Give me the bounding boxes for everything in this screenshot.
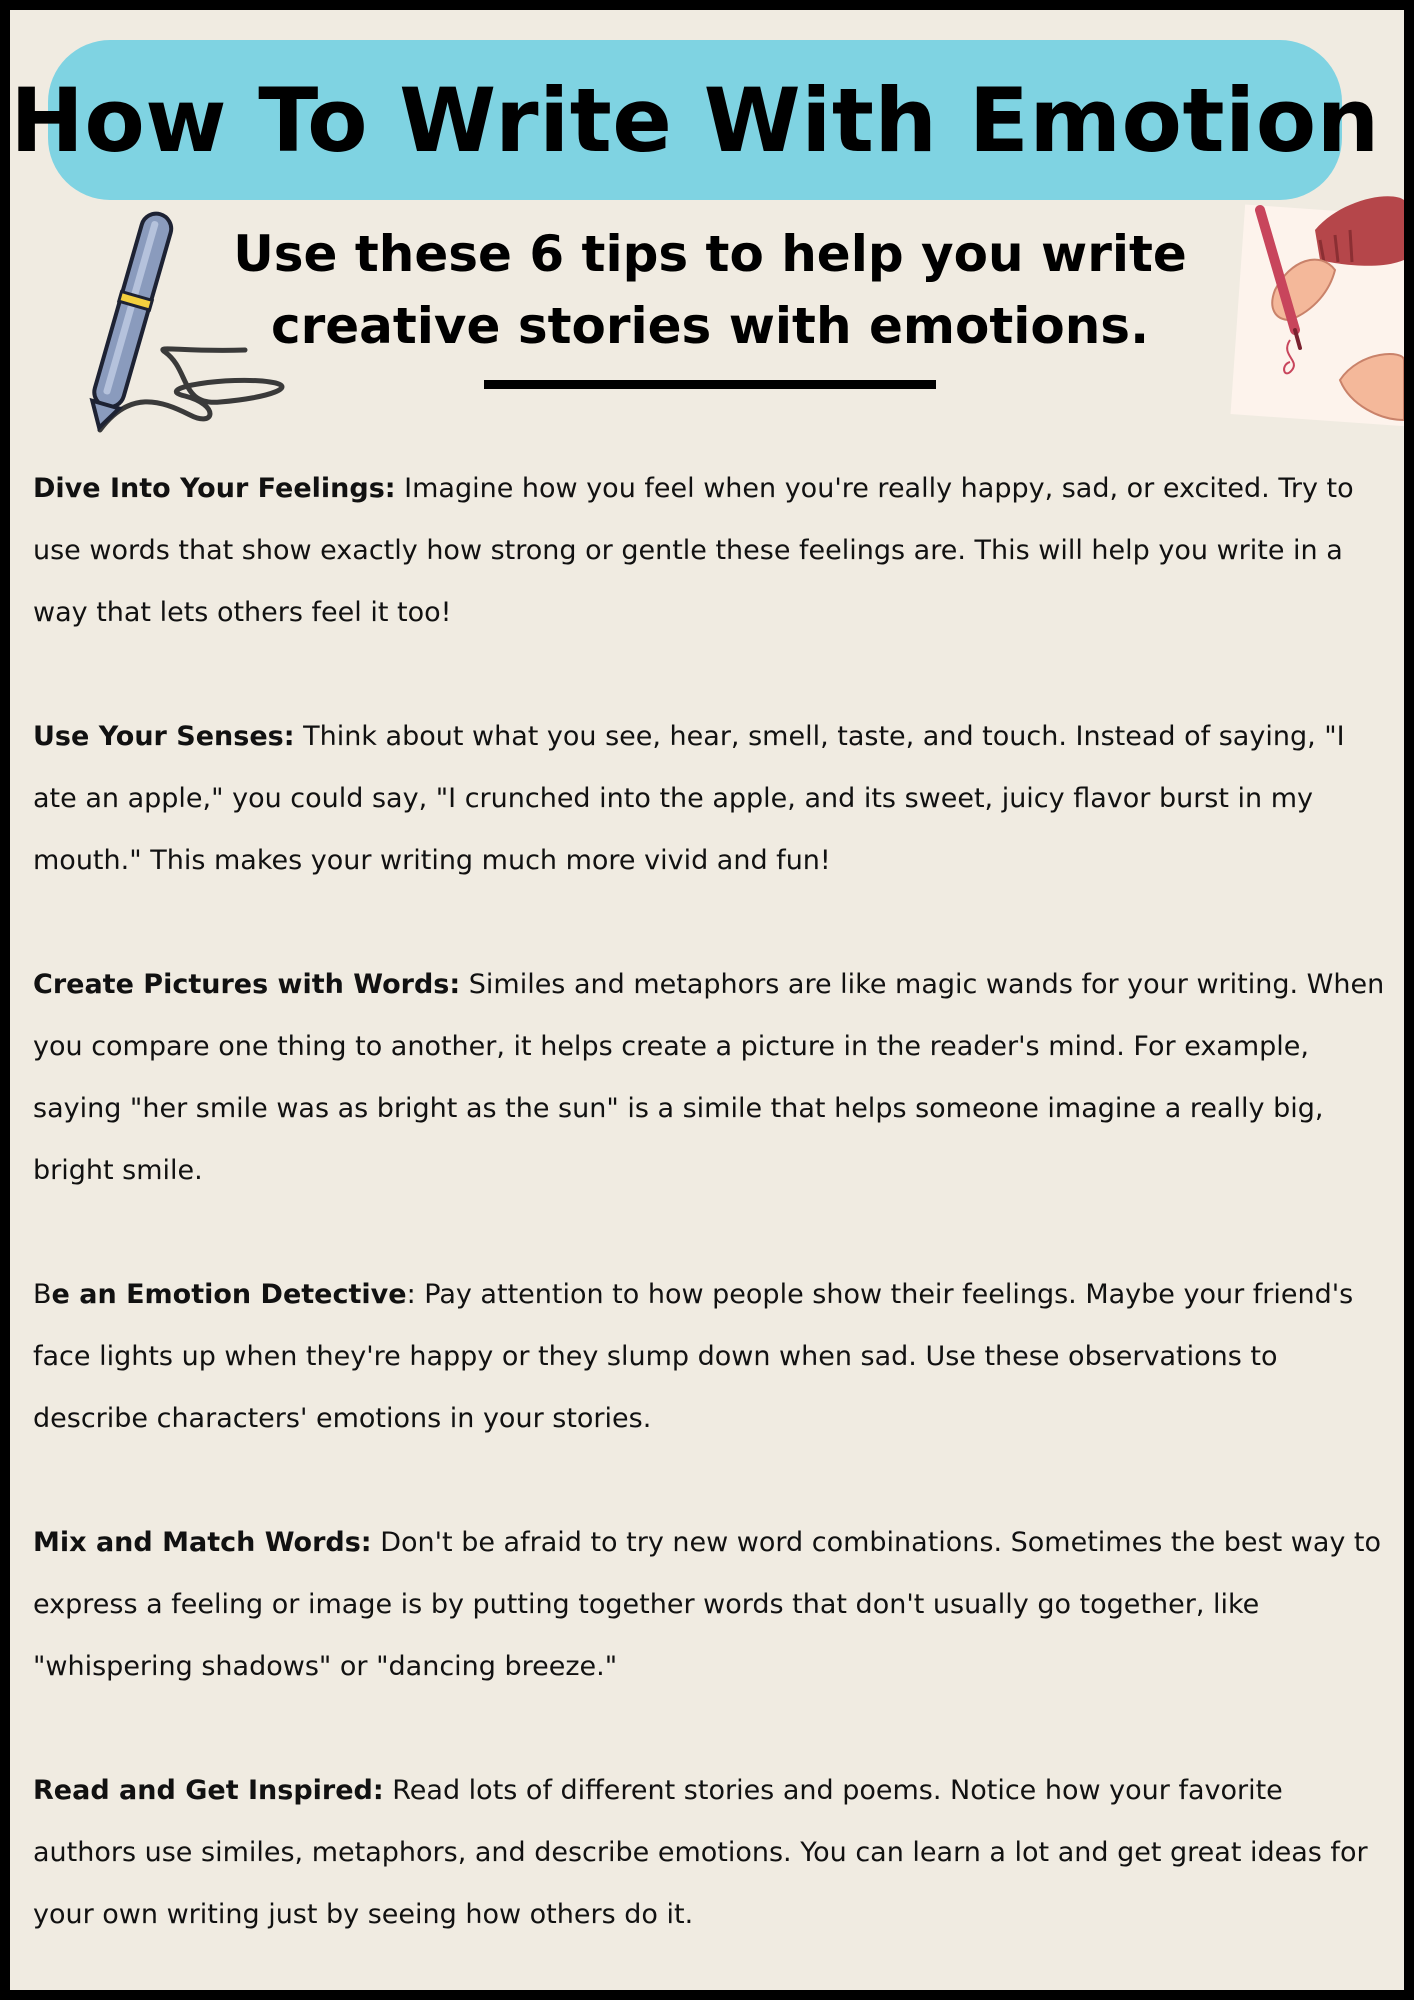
tip-text: Think about what you see, hear, smell, taste, and touch. Instead of saying, "I ate an apple," you could say, "I crunched into the apple, and its sweet, juicy flavor burst in my mouth." This makes your writing much more vivid and fun!: [33, 721, 1345, 876]
tip-read-and-inspired: [33, 1760, 1393, 1946]
tip-text: : Pay attention to how people show their feelings. Maybe your friend's face lights up when they're happy or they slump down when sad. Use these observations to describe characters' emotions in your stories.: [33, 1279, 1354, 1434]
tip-dive-into-feelings: [33, 458, 1393, 644]
tips-list: [33, 458, 1393, 1990]
title-banner: [10, 40, 1380, 200]
page-title: How To Write With Emotion: [10, 68, 1380, 172]
page-subtitle: Use these 6 tips to help you write creative stories with emotions.: [233, 225, 1187, 355]
tip-create-pictures: [33, 954, 1393, 1202]
tip-heading: Dive Into Your Feelings:: [33, 473, 396, 504]
tip-lead-letter: B: [33, 1279, 52, 1310]
tip-text: Read lots of different stories and poems. Notice how your favorite authors use similes, metaphors, and describe emotions. You can learn a lot and get great ideas for your own writing just by seeing how others do it.: [33, 1775, 1368, 1930]
tip-mix-and-match: [33, 1512, 1393, 1698]
tip-text: Similes and metaphors are like magic wands for your writing. When you compare one thing to another, it helps create a picture in the reader's mind. For example, saying "her smile was as bright as the sun" is a simile that helps someone imagine a really big, bright smile.: [33, 969, 1385, 1186]
tip-heading: Use Your Senses:: [33, 721, 295, 752]
tip-text: Don't be afraid to try new word combinations. Sometimes the best way to express a feeling or image is by putting together words that don't usually go together, like "whispering shadows" or "dancing breeze.": [33, 1527, 1382, 1682]
tip-heading: Create Pictures with Words:: [33, 969, 461, 1000]
tip-use-senses: [33, 706, 1393, 892]
tip-heading: Read and Get Inspired:: [33, 1775, 384, 1806]
tip-heading: Mix and Match Words:: [33, 1527, 372, 1558]
tip-heading: e an Emotion Detective: [51, 1279, 407, 1310]
divider: [484, 380, 936, 389]
worksheet-page: [10, 10, 1404, 1990]
tip-text: Imagine how you feel when you're really happy, sad, or excited. Try to use words that show exactly how strong or gentle these feelings are. This will help you write in a way that lets others feel it too!: [33, 473, 1354, 628]
tip-emotion-detective: [33, 1264, 1393, 1450]
